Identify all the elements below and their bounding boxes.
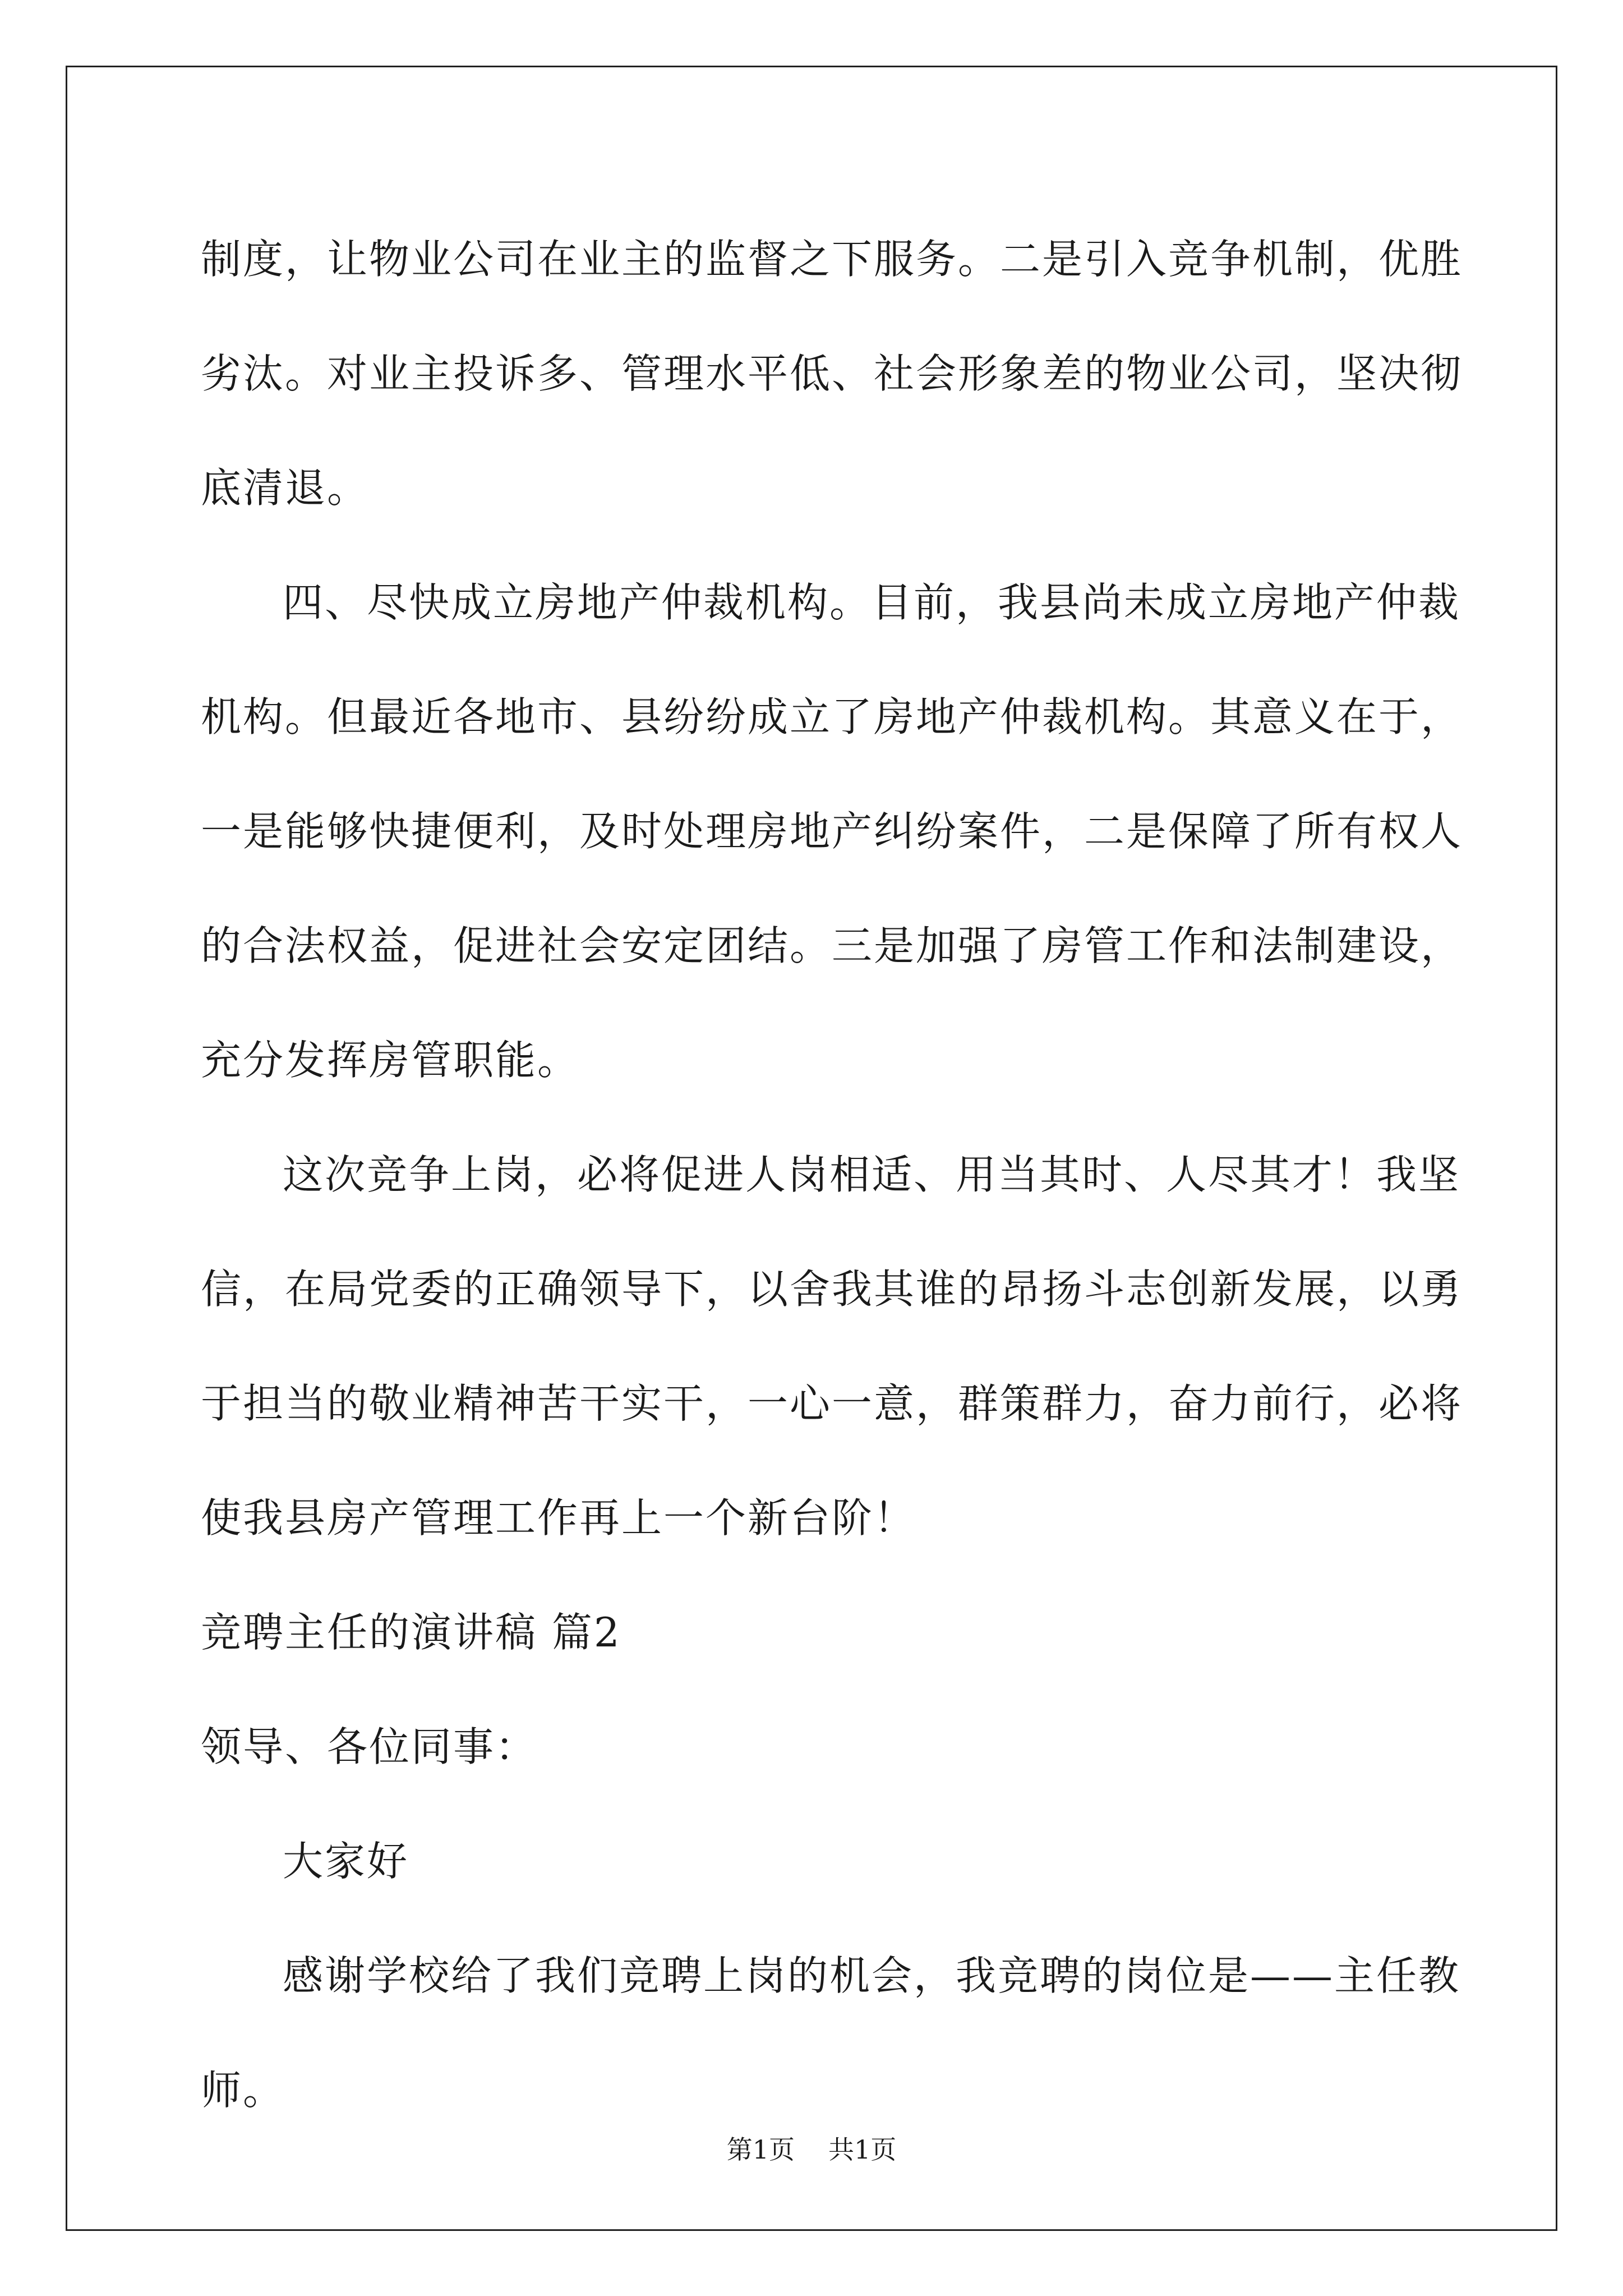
- greeting: 大家好: [283, 1838, 409, 1885]
- section-heading: 竞聘主任的演讲稿 篇2: [201, 1609, 621, 1656]
- text-line: 劣汰。对业主投诉多、管理水平低、社会形象差的物业公司，坚决彻: [201, 350, 1463, 397]
- text-line: 感谢学校给了我们竞聘上岗的机会，我竞聘的岗位是——主任教: [283, 1952, 1461, 1999]
- text-line: 充分发挥房管职能。: [201, 1037, 580, 1084]
- salutation: 领导、各位同事：: [201, 1723, 538, 1770]
- page-footer: [0, 2133, 1623, 2166]
- paragraph: [201, 1918, 1461, 2147]
- text-line: 使我县房产管理工作再上一个新台阶！: [201, 1494, 916, 1542]
- text-line: 这次竞争上岗，必将促进人岗相适、用当其时、人尽其才！我坚: [283, 1151, 1461, 1198]
- text-line: 制度，让物业公司在业主的监督之下服务。二是引入竞争机制，优胜: [201, 236, 1463, 283]
- text-line: 信，在局党委的正确领导下，以舍我其谁的昂扬斗志创新发展，以勇: [201, 1266, 1463, 1313]
- text-line: 机构。但最近各地市、县纷纷成立了房地产仲裁机构。其意义在于，: [201, 693, 1463, 740]
- paragraph: [201, 202, 1463, 545]
- text-line: 的合法权益，促进社会安定团结。三是加强了房管工作和法制建设，: [201, 922, 1463, 969]
- page-total: 共1页: [828, 2134, 897, 2165]
- text-line: 于担当的敬业精神苦干实干，一心一意，群策群力，奋力前行，必将: [201, 1380, 1463, 1427]
- text-line: 师。: [201, 2067, 285, 2114]
- text-line: 一是能够快捷便利，及时处理房地产纠纷案件，二是保障了所有权人: [201, 808, 1463, 855]
- text-line: 底清退。: [201, 464, 370, 512]
- document-body: [201, 202, 1463, 2147]
- paragraph: [201, 1117, 1463, 1575]
- text-line: 四、尽快成立房地产仲裁机构。目前，我县尚未成立房地产仲裁: [283, 579, 1461, 626]
- paragraph: [201, 545, 1463, 1117]
- page-number: 第1页: [726, 2134, 795, 2165]
